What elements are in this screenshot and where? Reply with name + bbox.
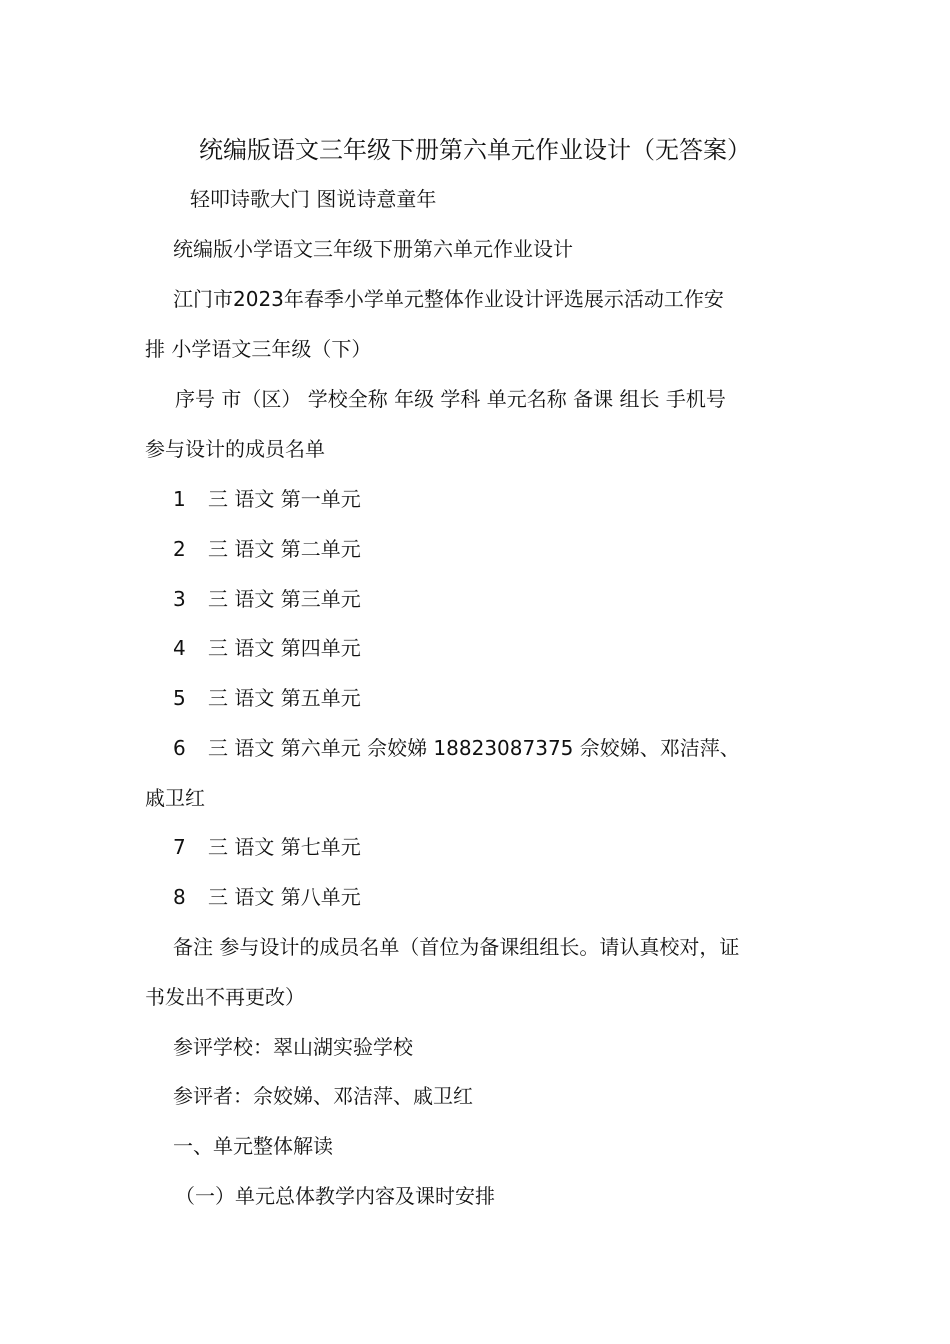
row-text: 三 语文 第八单元 bbox=[208, 885, 361, 909]
table-row bbox=[173, 633, 361, 663]
table-row-continuation: 戚卫红 bbox=[145, 786, 205, 810]
participating-school: 参评学校：翠山湖实验学校 bbox=[173, 1035, 413, 1059]
table-row bbox=[173, 733, 740, 763]
section-heading: 一、单元整体解读 bbox=[173, 1134, 333, 1158]
row-number: 3 bbox=[173, 587, 186, 611]
document-subtitle: 轻叩诗歌大门 图说诗意童年 bbox=[190, 187, 437, 211]
row-text: 三 语文 第六单元 佘姣娣 18823087375 佘姣娣、邓洁萍、 bbox=[208, 736, 740, 760]
table-row bbox=[173, 534, 361, 564]
row-text: 三 语文 第二单元 bbox=[208, 537, 361, 561]
note-line-2: 书发出不再更改） bbox=[145, 985, 305, 1009]
table-header-line-1: 序号 市（区） 学校全称 年级 学科 单元名称 备课 组长 手机号 bbox=[175, 387, 726, 411]
table-header-line-2: 参与设计的成员名单 bbox=[145, 437, 325, 461]
table-row bbox=[173, 832, 361, 862]
document-title: 统编版语文三年级下册第六单元作业设计（无答案） bbox=[199, 136, 751, 164]
document-heading: 统编版小学语文三年级下册第六单元作业设计 bbox=[173, 237, 573, 261]
row-number: 4 bbox=[173, 636, 186, 660]
intro-line-2: 排 小学语文三年级（下） bbox=[145, 337, 372, 361]
row-text: 三 语文 第七单元 bbox=[208, 835, 361, 859]
subsection-heading: （一）单元总体教学内容及课时安排 bbox=[175, 1184, 495, 1208]
table-row bbox=[173, 683, 361, 713]
row-text: 三 语文 第五单元 bbox=[208, 686, 361, 710]
table-row bbox=[173, 584, 361, 614]
row-number: 2 bbox=[173, 537, 186, 561]
row-text: 三 语文 第四单元 bbox=[208, 636, 361, 660]
row-number: 8 bbox=[173, 885, 186, 909]
note-line-1: 备注 参与设计的成员名单（首位为备课组组长。请认真校对，证 bbox=[173, 935, 740, 959]
participants: 参评者：佘姣娣、邓洁萍、戚卫红 bbox=[173, 1084, 473, 1108]
row-number: 7 bbox=[173, 835, 186, 859]
intro-line-1: 江门市2023年春季小学单元整体作业设计评选展示活动工作安 bbox=[173, 287, 724, 311]
table-row bbox=[173, 484, 361, 514]
row-text: 三 语文 第三单元 bbox=[208, 587, 361, 611]
row-number: 1 bbox=[173, 487, 186, 511]
row-number: 6 bbox=[173, 736, 186, 760]
row-text: 三 语文 第一单元 bbox=[208, 487, 361, 511]
row-number: 5 bbox=[173, 686, 186, 710]
table-row bbox=[173, 882, 361, 912]
